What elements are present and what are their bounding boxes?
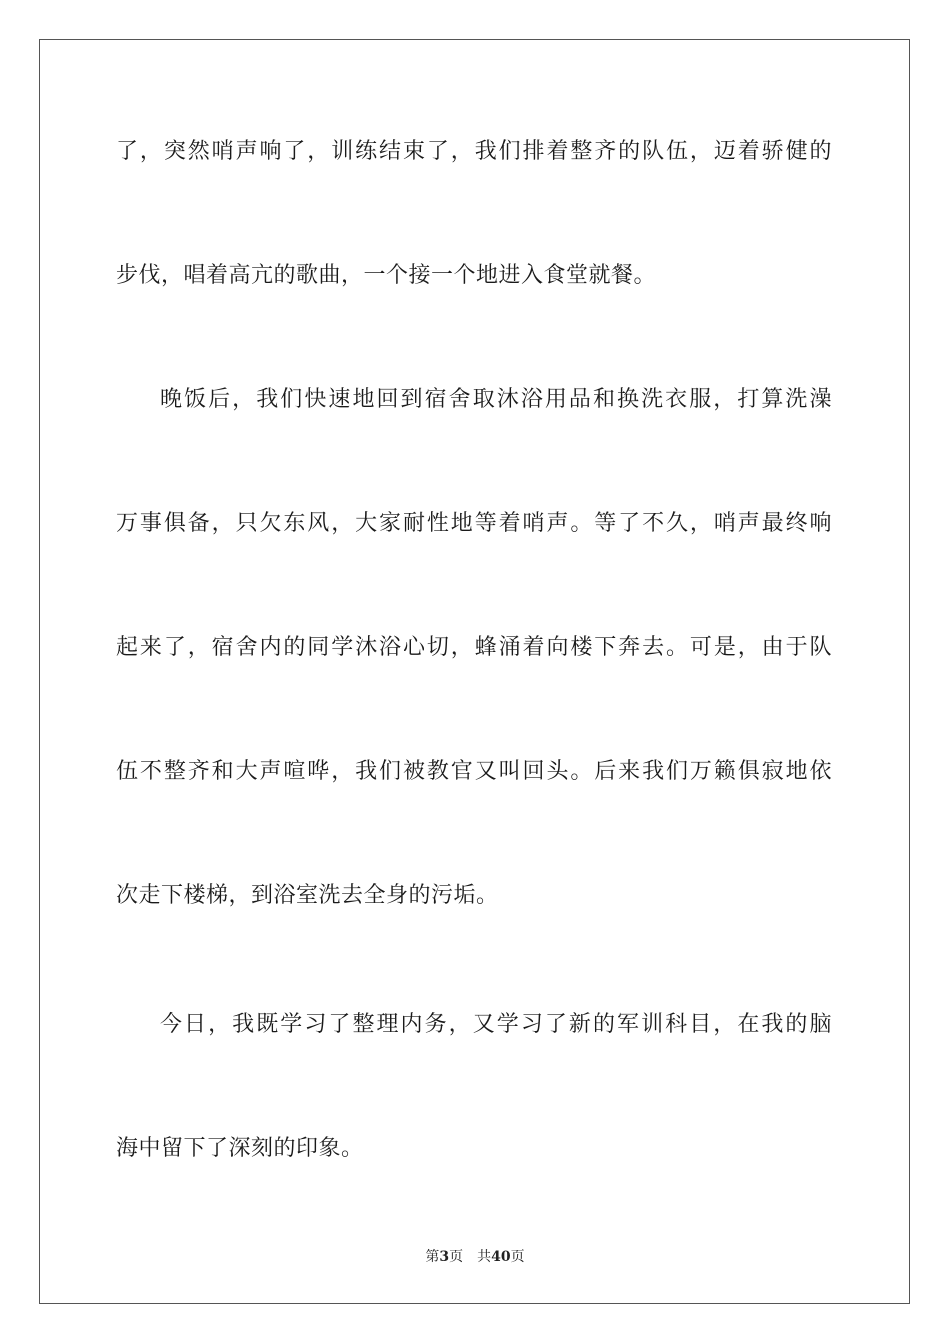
footer-total-suffix: 页 (510, 1249, 525, 1265)
text-line-9: 海中留下了深刻的印象。 (116, 1136, 364, 1161)
page-footer (0, 1247, 950, 1267)
footer-total-prefix: 共 (477, 1249, 492, 1265)
footer-total-pages: 40 (491, 1249, 511, 1265)
text-line-8: 今日，我既学习了整理内务，又学习了新的军训科目，在我的脑 (160, 1012, 832, 1037)
text-line-7: 次走下楼梯，到浴室洗去全身的污垢。 (116, 883, 499, 908)
footer-page-prefix: 第 (425, 1249, 440, 1265)
text-line-4: 万事俱备，只欠东风，大家耐性地等着哨声。等了不久，哨声最终响 (116, 511, 832, 536)
text-line-1: 了，突然哨声响了，训练结束了，我们排着整齐的队伍，迈着骄健的 (116, 139, 832, 164)
page-frame (39, 39, 910, 1304)
text-line-5: 起来了，宿舍内的同学沐浴心切，蜂涌着向楼下奔去。可是，由于队 (116, 635, 832, 660)
footer-page-suffix: 页 (449, 1249, 464, 1265)
text-line-6: 伍不整齐和大声喧哗，我们被教官又叫回头。后来我们万籁俱寂地依 (116, 759, 832, 784)
text-line-2: 步伐，唱着高亢的歌曲，一个接一个地进入食堂就餐。 (116, 263, 657, 288)
text-line-3: 晚饭后，我们快速地回到宿舍取沐浴用品和换洗衣服，打算洗澡 (160, 387, 832, 412)
footer-page-number: 3 (439, 1249, 450, 1265)
